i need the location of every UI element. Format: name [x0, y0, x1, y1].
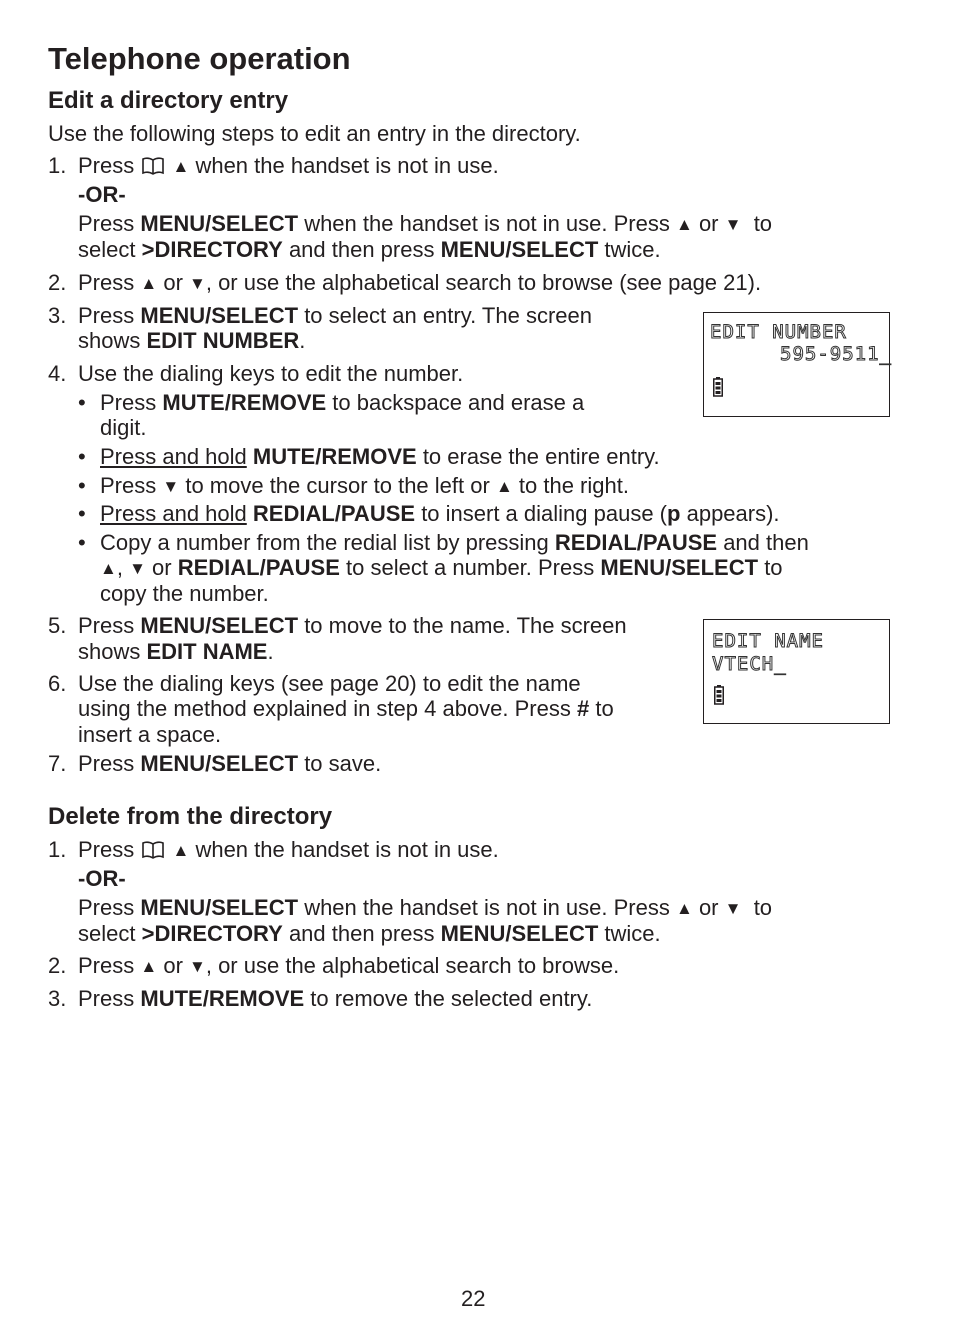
bullet-icon: • [78, 473, 86, 498]
bullet-5-line-1 [100, 530, 809, 556]
text: Press [100, 390, 157, 415]
up-arrow-icon: ▲ [100, 559, 117, 578]
key-name: MENU/SELECT [600, 555, 759, 580]
edit-step-6-line-1: Use the dialing keys (see page 20) to edit the name [78, 671, 581, 696]
pause-char: p [667, 501, 681, 526]
text: to move the cursor to the left or [185, 473, 490, 498]
edit-step-7 [78, 751, 381, 777]
text: or [698, 895, 719, 920]
edit-step-4: Use the dialing keys to edit the number. [78, 361, 464, 386]
key-name: MENU/SELECT [140, 895, 299, 920]
screen-line-1: EDIT NAME [712, 630, 824, 652]
directory-book-icon [140, 840, 166, 860]
edit-step-2 [78, 270, 761, 297]
bullet-icon: • [78, 530, 86, 555]
screen-name: EDIT NUMBER [146, 328, 300, 353]
delete-step-1-line-3 [78, 895, 772, 922]
edit-intro: Use the following steps to edit an entry in the directory. [48, 121, 581, 146]
key-name: MENU/SELECT [440, 921, 599, 946]
bullet-4 [100, 501, 780, 527]
bullet-3 [100, 473, 629, 500]
text: or [152, 555, 172, 580]
edit-step-1-line-3 [78, 211, 772, 238]
key-name: MUTE/REMOVE [162, 390, 327, 415]
text: Press and hold [100, 444, 247, 469]
text: to [595, 696, 614, 721]
up-arrow-icon: ▲ [172, 157, 190, 176]
screen-line-1: EDIT NUMBER [710, 321, 847, 343]
step-number: 5. [48, 613, 67, 638]
text: when the handset is not in use. Press [304, 211, 670, 236]
text: Press [78, 953, 135, 978]
key-name: # [577, 696, 590, 721]
text: and then press [288, 237, 435, 262]
text: -OR- [78, 182, 126, 207]
text: to erase the entire entry. [422, 444, 660, 469]
bullet-icon: • [78, 501, 86, 526]
text: Press [78, 270, 135, 295]
edit-step-3-line-1 [78, 303, 592, 329]
directory-book-icon [140, 156, 166, 176]
bullet-1-line-2: digit. [100, 415, 147, 440]
edit-section-heading: Edit a directory entry [48, 87, 289, 114]
step-number: 1. [48, 153, 67, 178]
up-arrow-icon: ▲ [172, 841, 190, 860]
down-arrow-icon: ▼ [189, 274, 206, 293]
text: Press [78, 895, 135, 920]
key-name: MENU/SELECT [140, 751, 299, 776]
text: Press and hold [100, 501, 247, 526]
delete-step-1-line-1 [78, 837, 499, 864]
text: to remove the selected entry. [310, 986, 593, 1011]
bullet-icon: • [78, 390, 86, 415]
edit-name-screen [703, 619, 890, 724]
delete-step-1-line-4 [78, 921, 661, 947]
text: Press [78, 211, 135, 236]
screen-name: EDIT NAME [146, 639, 268, 664]
text: Press [78, 153, 135, 178]
key-name: MENU/SELECT [440, 237, 599, 262]
step-number: 3. [48, 303, 67, 328]
step-number: 6. [48, 671, 67, 696]
key-name: MENU/SELECT [140, 303, 299, 328]
text: , [116, 555, 123, 580]
text: . [299, 328, 306, 353]
edit-step-6-line-3: insert a space. [78, 722, 222, 747]
text: Press [78, 751, 135, 776]
step-number: 7. [48, 751, 67, 776]
text: to [764, 555, 783, 580]
text: , or use the alphabetical search to browse (see page 21). [205, 270, 762, 295]
text: to backspace and erase a [332, 390, 585, 415]
bullet-1-line-1 [100, 390, 584, 416]
text: -OR- [78, 866, 126, 891]
battery-icon [714, 685, 724, 705]
text: using the method explained in step 4 above. Press [78, 696, 571, 721]
text: select [78, 921, 136, 946]
or-separator [78, 182, 126, 208]
text: when the handset is not in use. [195, 837, 499, 862]
screen-line-2: 595-9511_ [780, 343, 892, 365]
step-number: 2. [48, 270, 67, 295]
text: when the handset is not in use. [195, 153, 499, 178]
text: shows [78, 639, 141, 664]
bullet-icon: • [78, 444, 86, 469]
edit-step-1-line-4 [78, 237, 661, 263]
edit-step-5-line-2 [78, 639, 274, 665]
step-number: 2. [48, 953, 67, 978]
key-name: MUTE/REMOVE [140, 986, 305, 1011]
text: . [267, 639, 274, 664]
step-number: 3. [48, 986, 67, 1011]
text: Press [78, 303, 135, 328]
text: when the handset is not in use. Press [304, 895, 670, 920]
up-arrow-icon: ▲ [140, 957, 158, 976]
edit-step-5-line-1 [78, 613, 627, 639]
text: to the right. [518, 473, 629, 498]
or-separator [78, 866, 126, 892]
down-arrow-icon: ▼ [724, 899, 742, 918]
text: to select a number. Press [346, 555, 595, 580]
key-name: REDIAL/PAUSE [252, 501, 416, 526]
up-arrow-icon: ▲ [140, 274, 158, 293]
bullet-5-line-3: copy the number. [100, 581, 269, 606]
edit-step-6-line-2 [78, 696, 614, 722]
step-number: 1. [48, 837, 67, 862]
down-arrow-icon: ▼ [129, 559, 146, 578]
delete-step-2 [78, 953, 619, 980]
text: to [753, 211, 773, 236]
text: twice. [604, 921, 661, 946]
text: or [163, 270, 183, 295]
text: Press [100, 473, 157, 498]
text: or [698, 211, 719, 236]
delete-section-heading: Delete from the directory [48, 803, 333, 830]
edit-step-1-line-1 [78, 153, 499, 180]
bullet-2 [100, 444, 660, 470]
text: Press [78, 613, 135, 638]
page-number: 22 [461, 1286, 486, 1311]
text: twice. [604, 237, 661, 262]
text: to insert a dialing pause ( [421, 501, 668, 526]
menu-name: >DIRECTORY [141, 237, 283, 262]
up-arrow-icon: ▲ [495, 477, 513, 496]
key-name: MENU/SELECT [140, 211, 299, 236]
text: to [753, 895, 773, 920]
screen-line-2: VTECH_ [712, 653, 787, 675]
battery-icon [713, 377, 723, 397]
down-arrow-icon: ▼ [189, 957, 206, 976]
page-title: Telephone operation [48, 41, 351, 76]
edit-step-3-line-2 [78, 328, 305, 354]
text: to select an entry. The screen [304, 303, 592, 328]
text: and then press [288, 921, 435, 946]
text: select [78, 237, 136, 262]
delete-step-3 [78, 986, 592, 1012]
up-arrow-icon: ▲ [675, 899, 693, 918]
down-arrow-icon: ▼ [162, 477, 180, 496]
text: Press [78, 986, 135, 1011]
text: Copy a number from the redial list by pressing [100, 530, 549, 555]
text: appears). [686, 501, 780, 526]
text: shows [78, 328, 141, 353]
text: to save. [304, 751, 382, 776]
down-arrow-icon: ▼ [724, 215, 742, 234]
edit-number-screen [703, 312, 890, 417]
menu-name: >DIRECTORY [141, 921, 283, 946]
text: , or use the alphabetical search to browse. [205, 953, 620, 978]
step-number: 4. [48, 361, 67, 386]
text: or [163, 953, 183, 978]
key-name: REDIAL/PAUSE [554, 530, 718, 555]
up-arrow-icon: ▲ [675, 215, 693, 234]
text: and then [723, 530, 809, 555]
key-name: MUTE/REMOVE [252, 444, 417, 469]
text: Press [78, 837, 135, 862]
key-name: MENU/SELECT [140, 613, 299, 638]
text: to move to the name. The screen [304, 613, 627, 638]
key-name: REDIAL/PAUSE [177, 555, 340, 580]
bullet-5-line-2 [100, 555, 783, 582]
